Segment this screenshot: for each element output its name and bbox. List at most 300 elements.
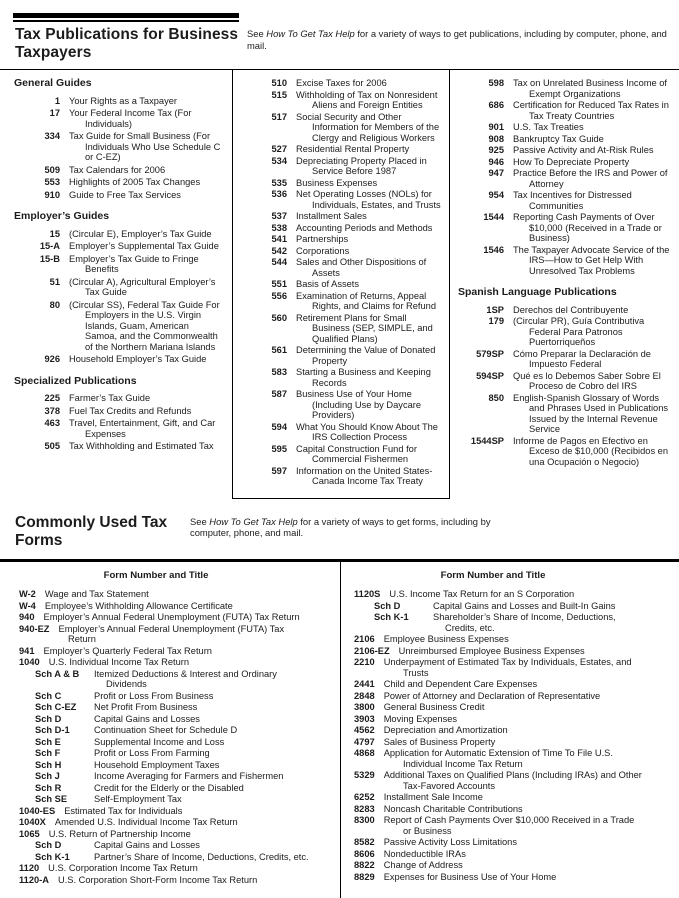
publication-item: [14, 131, 222, 163]
publication-number: 542: [241, 246, 287, 257]
form-title: Profit or Loss From Farming: [94, 748, 312, 759]
publication-title: What You Should Know About The IRS Collection Process: [296, 422, 443, 443]
publication-item: [241, 257, 443, 278]
publication-item: [14, 190, 222, 201]
publication-title: Business Expenses: [296, 178, 443, 189]
form-title: Capital Gains and Losses and Built-In Gains: [433, 601, 645, 612]
form-schedule-item: [35, 852, 312, 863]
form-schedule-item: [35, 783, 312, 794]
publication-title: Employer’s Supplemental Tax Guide: [69, 241, 222, 252]
form-number: 2848: [354, 691, 375, 701]
publication-title: (Circular E), Employer’s Tax Guide: [69, 229, 222, 240]
form-number: 2441: [354, 679, 375, 689]
publication-item: [458, 245, 675, 277]
form-number: Sch C-EZ: [35, 702, 90, 713]
form-title: U.S. Corporation Short-Form Income Tax Return: [58, 875, 257, 885]
form-schedule-item: [35, 691, 312, 702]
form-item: [354, 792, 645, 803]
publication-number: 517: [241, 112, 287, 144]
form-item: [354, 714, 645, 725]
publication-item: [241, 189, 443, 210]
form-title: Amended U.S. Individual Income Tax Return: [55, 817, 238, 827]
form-title: Supplemental Income and Loss: [94, 737, 312, 748]
publication-number: 538: [241, 223, 287, 234]
form-number: 8606: [354, 849, 375, 859]
publication-title: Determining the Value of Donated Property: [296, 345, 443, 366]
publication-number: 954: [458, 190, 504, 211]
publication-title: Informe de Pagos en Efectivo en Exceso de $10,000 (Recibidos en una Ocupación o Negocio): [513, 436, 675, 468]
publication-item: [241, 234, 443, 245]
forms-note: [190, 514, 508, 539]
publication-number: 15-A: [14, 241, 60, 252]
publication-number: 17: [14, 108, 60, 129]
publication-item: [241, 90, 443, 111]
publication-item: [241, 313, 443, 345]
publication-item: [458, 371, 675, 392]
form-title: Power of Attorney and Declaration of Representative: [384, 691, 601, 701]
form-item: [354, 589, 645, 600]
form-number: Sch K-1: [374, 612, 429, 633]
form-number: 3903: [354, 714, 375, 724]
publication-title: The Taxpayer Advocate Service of the IRS—How to Get Help With Unresolved Tax Problems: [513, 245, 675, 277]
publication-title: Tax Incentives for Distressed Communities: [513, 190, 675, 211]
form-title: Change of Address: [384, 860, 463, 870]
publication-title: Retirement Plans for Small Business (SEP, SIMPLE, and Qualified Plans): [296, 313, 443, 345]
form-number: 1120: [19, 863, 39, 873]
form-title: Underpayment of Estimated Tax by Individuals, Estates, and Trusts: [384, 657, 632, 678]
publication-item: [241, 144, 443, 155]
publication-item: [14, 96, 222, 107]
form-schedule-item: [374, 612, 645, 633]
form-number: 2106-EZ: [354, 646, 390, 656]
publication-title: Residential Rental Property: [296, 144, 443, 155]
form-title: Continuation Sheet for Schedule D: [94, 725, 312, 736]
form-item: [354, 657, 645, 678]
publication-title: Capital Construction Fund for Commercial Fishermen: [296, 444, 443, 465]
note-text: See: [190, 516, 209, 527]
form-title: Profit or Loss From Business: [94, 691, 312, 702]
publication-number: 378: [14, 406, 60, 417]
publication-number: 537: [241, 211, 287, 222]
publication-title: Depreciating Property Placed in Service Before 1987: [296, 156, 443, 177]
publication-number: 597: [241, 466, 287, 487]
form-item: [354, 702, 645, 713]
publication-item: [14, 393, 222, 404]
form-number: W-4: [19, 601, 36, 611]
publication-group: [14, 78, 222, 200]
form-item: [354, 748, 645, 769]
publications-note: [247, 26, 671, 51]
form-title: Unreimbursed Employee Business Expenses: [399, 646, 585, 656]
publication-item: [458, 145, 675, 156]
forms-list-right: [341, 589, 645, 882]
form-item: [354, 804, 645, 815]
form-number: Sch D-1: [35, 725, 90, 736]
publication-item: [241, 246, 443, 257]
publication-title: Corporations: [296, 246, 443, 257]
publication-item: [458, 122, 675, 133]
publication-number: 463: [14, 418, 60, 439]
publication-title: Highlights of 2005 Tax Changes: [69, 177, 222, 188]
publication-number: 925: [458, 145, 504, 156]
form-title: Capital Gains and Losses: [94, 840, 312, 851]
form-schedule-item: [35, 840, 312, 851]
form-title: Additional Taxes on Qualified Plans (Including IRAs) and Other Tax-Favored Accounts: [384, 770, 642, 791]
publication-group-heading: Specialized Publications: [14, 376, 222, 387]
form-item: [19, 863, 312, 874]
form-number: 8829: [354, 872, 375, 882]
form-number: 4562: [354, 725, 375, 735]
form-item: [354, 849, 645, 860]
publication-number: 541: [241, 234, 287, 245]
publication-item: [14, 418, 222, 439]
publication-title: Net Operating Losses (NOLs) for Individuals, Estates, and Trusts: [296, 189, 443, 210]
publication-title: Tax Guide for Small Business (For Individuals Who Use Schedule C or C-EZ): [69, 131, 222, 163]
publication-number: 179: [458, 316, 504, 348]
form-title: Credit for the Elderly or the Disabled: [94, 783, 312, 794]
form-item: [19, 657, 312, 668]
form-item: [19, 624, 312, 645]
form-title: Self-Employment Tax: [94, 794, 312, 805]
form-title: Expenses for Business Use of Your Home: [384, 872, 557, 882]
publication-item: [458, 168, 675, 189]
forms-list-left: [0, 589, 312, 885]
publication-title: Practice Before the IRS and Power of Attorney: [513, 168, 675, 189]
publication-item: [241, 112, 443, 144]
form-schedule-item: [35, 669, 312, 690]
publication-title: English-Spanish Glossary of Words and Phrases Used in Publications Issued by the Internal Revenue Service: [513, 393, 675, 435]
publication-number: 510: [241, 78, 287, 89]
publication-item: [458, 316, 675, 348]
form-number: 940-EZ: [19, 624, 50, 634]
publication-group-heading: Spanish Language Publications: [458, 287, 675, 298]
publication-title: Tax Calendars for 2006: [69, 165, 222, 176]
form-item: [354, 634, 645, 645]
publication-item: [241, 291, 443, 312]
publication-number: 15-B: [14, 254, 60, 275]
form-title: Passive Activity Loss Limitations: [384, 837, 517, 847]
form-item: [354, 872, 645, 883]
form-item: [354, 646, 645, 657]
form-item: [354, 679, 645, 690]
form-number: 941: [19, 646, 35, 656]
publications-column-1: [0, 70, 232, 499]
publication-item: [241, 389, 443, 421]
forms-table: [0, 559, 679, 898]
publication-title: Basis of Assets: [296, 279, 443, 290]
publication-number: 598: [458, 78, 504, 99]
form-title: Net Profit From Business: [94, 702, 312, 713]
publication-item: [14, 229, 222, 240]
form-item: [19, 646, 312, 657]
publication-group: [241, 78, 443, 487]
form-number: 8283: [354, 804, 375, 814]
publication-title: Social Security and Other Information for Members of the Clergy and Religious Workers: [296, 112, 443, 144]
publication-number: 1544SP: [458, 436, 504, 468]
publications-column-2: [232, 70, 450, 499]
form-column-header: Form Number and Title: [341, 562, 645, 589]
publication-number: 1: [14, 96, 60, 107]
publication-item: [241, 422, 443, 443]
form-number: Sch R: [35, 783, 90, 794]
publication-number: 587: [241, 389, 287, 421]
publication-number: 947: [458, 168, 504, 189]
publication-item: [241, 466, 443, 487]
form-item: [354, 725, 645, 736]
publication-item: [14, 277, 222, 298]
publication-title: Examination of Returns, Appeal Rights, and Claims for Refund: [296, 291, 443, 312]
publication-item: [241, 367, 443, 388]
publication-item: [458, 436, 675, 468]
form-title: Child and Dependent Care Expenses: [384, 679, 538, 689]
publication-item: [458, 78, 675, 99]
publication-number: 595: [241, 444, 287, 465]
publication-number: 15: [14, 229, 60, 240]
publications-list: [0, 69, 679, 499]
publication-title: Partnerships: [296, 234, 443, 245]
publication-item: [458, 190, 675, 211]
form-title: U.S. Return of Partnership Income: [49, 829, 191, 839]
publication-number: 535: [241, 178, 287, 189]
form-schedule-item: [35, 702, 312, 713]
form-title: Estimated Tax for Individuals: [64, 806, 182, 816]
forms-section-title: Commonly Used Tax Forms: [15, 514, 178, 550]
publication-number: 908: [458, 134, 504, 145]
publication-item: [241, 444, 443, 465]
form-number: 2210: [354, 657, 375, 667]
publication-item: [241, 345, 443, 366]
form-item: [354, 691, 645, 702]
publication-number: 560: [241, 313, 287, 345]
publication-title: Passive Activity and At-Risk Rules: [513, 145, 675, 156]
publication-title: (Circular PR), Guía Contributiva Federal Para Patronos Puertorriqueños: [513, 316, 675, 348]
publication-number: 544: [241, 257, 287, 278]
publication-item: [14, 354, 222, 365]
publication-title: Accounting Periods and Methods: [296, 223, 443, 234]
form-schedule-item: [35, 748, 312, 759]
publication-number: 926: [14, 354, 60, 365]
publication-item: [14, 300, 222, 353]
form-number: 1120-A: [19, 875, 49, 885]
publication-item: [458, 305, 675, 316]
publication-title: (Circular A), Agricultural Employer’s Tax Guide: [69, 277, 222, 298]
publication-title: Certification for Reduced Tax Rates in Tax Treaty Countries: [513, 100, 675, 121]
publication-number: 850: [458, 393, 504, 435]
publication-number: 527: [241, 144, 287, 155]
publication-number: 553: [14, 177, 60, 188]
publication-title: Installment Sales: [296, 211, 443, 222]
form-number: 1120S: [354, 589, 380, 599]
publication-title: Bankruptcy Tax Guide: [513, 134, 675, 145]
form-number: Sch E: [35, 737, 90, 748]
publication-title: Starting a Business and Keeping Records: [296, 367, 443, 388]
form-column-header: Form Number and Title: [0, 562, 312, 589]
publication-group: [458, 287, 675, 467]
form-item: [19, 806, 312, 817]
form-schedule-item: [35, 725, 312, 736]
publication-item: [458, 134, 675, 145]
publication-title: Employer’s Tax Guide to Fringe Benefits: [69, 254, 222, 275]
publication-item: [458, 157, 675, 168]
publication-title: Sales and Other Dispositions of Assets: [296, 257, 443, 278]
form-title: Income Averaging for Farmers and Fishermen: [94, 771, 312, 782]
form-title: Employer’s Annual Federal Unemployment (FUTA) Tax Return: [59, 624, 285, 645]
form-item: [354, 737, 645, 748]
publication-title: Tax on Unrelated Business Income of Exempt Organizations: [513, 78, 675, 99]
publication-title: Your Federal Income Tax (For Individuals): [69, 108, 222, 129]
form-number: Sch A & B: [35, 669, 90, 690]
publication-item: [14, 441, 222, 452]
form-title: Capital Gains and Losses: [94, 714, 312, 725]
form-number: Sch D: [35, 714, 90, 725]
publication-group-heading: General Guides: [14, 78, 222, 89]
form-title: Nondeductible IRAs: [384, 849, 466, 859]
form-schedule-item: [35, 771, 312, 782]
form-number: Sch H: [35, 760, 90, 771]
form-title: Noncash Charitable Contributions: [384, 804, 523, 814]
form-item: [19, 817, 312, 828]
publication-title: U.S. Tax Treaties: [513, 122, 675, 133]
form-item: [354, 815, 645, 836]
publication-number: 583: [241, 367, 287, 388]
form-number: 1040-ES: [19, 806, 55, 816]
form-item: [19, 875, 312, 886]
publication-number: 579SP: [458, 349, 504, 370]
form-schedule-item: [35, 737, 312, 748]
form-schedule-item: [35, 794, 312, 805]
publication-item: [241, 178, 443, 189]
form-title: Employee Business Expenses: [384, 634, 509, 644]
publication-title: Tax Withholding and Estimated Tax: [69, 441, 222, 452]
form-title: Itemized Deductions & Interest and Ordinary Dividends: [94, 669, 312, 690]
publication-item: [458, 393, 675, 435]
form-number: Sch F: [35, 748, 90, 759]
form-number: 940: [19, 612, 35, 622]
form-number: 4797: [354, 737, 375, 747]
publication-number: 910: [14, 190, 60, 201]
publication-number: 1SP: [458, 305, 504, 316]
publications-section-title: Tax Publications for Business Taxpayers: [15, 26, 247, 62]
publication-item: [458, 100, 675, 121]
publication-number: 536: [241, 189, 287, 210]
form-title: Installment Sale Income: [384, 792, 483, 802]
publication-title: Fuel Tax Credits and Refunds: [69, 406, 222, 417]
publications-column-3: [450, 70, 679, 499]
form-title: Employer’s Quarterly Federal Tax Return: [44, 646, 212, 656]
publication-item: [14, 254, 222, 275]
publication-item: [14, 165, 222, 176]
form-number: 8300: [354, 815, 375, 825]
publication-group: [14, 211, 222, 365]
form-title: General Business Credit: [384, 702, 485, 712]
publication-number: 1544: [458, 212, 504, 244]
publication-group-heading: Employer’s Guides: [14, 211, 222, 222]
publication-number: 509: [14, 165, 60, 176]
form-title: U.S. Corporation Income Tax Return: [48, 863, 198, 873]
publication-number: 534: [241, 156, 287, 177]
title-bar-thick-rule: [13, 13, 239, 18]
form-item: [19, 829, 312, 840]
publication-title: Information on the United States-Canada Income Tax Treaty: [296, 466, 443, 487]
publication-item: [14, 241, 222, 252]
publication-number: 505: [14, 441, 60, 452]
publication-group: [458, 78, 675, 276]
publication-number: 901: [458, 122, 504, 133]
form-item: [19, 612, 312, 623]
form-title: Sales of Business Property: [384, 737, 496, 747]
form-number: 2106: [354, 634, 375, 644]
publication-item: [14, 406, 222, 417]
publication-title: Farmer’s Tax Guide: [69, 393, 222, 404]
form-number: W-2: [19, 589, 36, 599]
note-text: for a variety of ways to get forms, including by computer, phone, and mail.: [190, 516, 491, 539]
publication-number: 594: [241, 422, 287, 443]
forms-column-2: [340, 562, 679, 898]
form-number: Sch D: [35, 840, 90, 851]
publication-group: [14, 376, 222, 452]
page-masthead: [0, 0, 679, 69]
publication-item: [241, 156, 443, 177]
form-item: [19, 589, 312, 600]
form-number: Sch C: [35, 691, 90, 702]
form-number: 8822: [354, 860, 375, 870]
publication-number: 225: [14, 393, 60, 404]
publication-item: [241, 223, 443, 234]
form-title: Report of Cash Payments Over $10,000 Received in a Trade or Business: [384, 815, 635, 836]
form-number: Sch SE: [35, 794, 90, 805]
publication-title: Cómo Preparar la Declaración de Impuesto Federal: [513, 349, 675, 370]
publication-item: [241, 279, 443, 290]
form-number: Sch K-1: [35, 852, 90, 863]
form-title: Shareholder’s Share of Income, Deductions, Credits, etc.: [433, 612, 645, 633]
form-title: Application for Automatic Extension of Time To File U.S. Individual Income Tax Return: [384, 748, 613, 769]
publication-number: 594SP: [458, 371, 504, 392]
publication-title: Derechos del Contribuyente: [513, 305, 675, 316]
publication-number: 561: [241, 345, 287, 366]
form-number: 4868: [354, 748, 375, 758]
publication-number: 946: [458, 157, 504, 168]
note-italic-text: How To Get Tax Help: [209, 516, 297, 527]
form-number: Sch D: [374, 601, 429, 612]
publication-item: [241, 78, 443, 89]
publication-title: Excise Taxes for 2006: [296, 78, 443, 89]
form-number: 8582: [354, 837, 375, 847]
note-text: See: [247, 28, 266, 39]
publication-title: Household Employer’s Tax Guide: [69, 354, 222, 365]
publication-title: Guide to Free Tax Services: [69, 190, 222, 201]
publication-title: Your Rights as a Taxpayer: [69, 96, 222, 107]
form-title: U.S. Individual Income Tax Return: [49, 657, 189, 667]
form-item: [354, 837, 645, 848]
publication-number: 80: [14, 300, 60, 353]
form-number: 6252: [354, 792, 375, 802]
form-schedule-item: [374, 601, 645, 612]
publication-item: [14, 108, 222, 129]
publication-title: Withholding of Tax on Nonresident Aliens and Foreign Entities: [296, 90, 443, 111]
note-italic-text: How To Get Tax Help: [266, 28, 354, 39]
form-number: 5329: [354, 770, 375, 780]
form-title: U.S. Income Tax Return for an S Corporation: [389, 589, 574, 599]
form-schedule-item: [35, 714, 312, 725]
publication-title: How To Depreciate Property: [513, 157, 675, 168]
forms-section-header: [0, 499, 679, 556]
publication-number: 686: [458, 100, 504, 121]
publication-number: 1546: [458, 245, 504, 277]
publication-title: Business Use of Your Home (Including Use by Daycare Providers): [296, 389, 443, 421]
publication-number: 551: [241, 279, 287, 290]
form-title: Employee’s Withholding Allowance Certificate: [45, 601, 233, 611]
form-number: 3800: [354, 702, 375, 712]
